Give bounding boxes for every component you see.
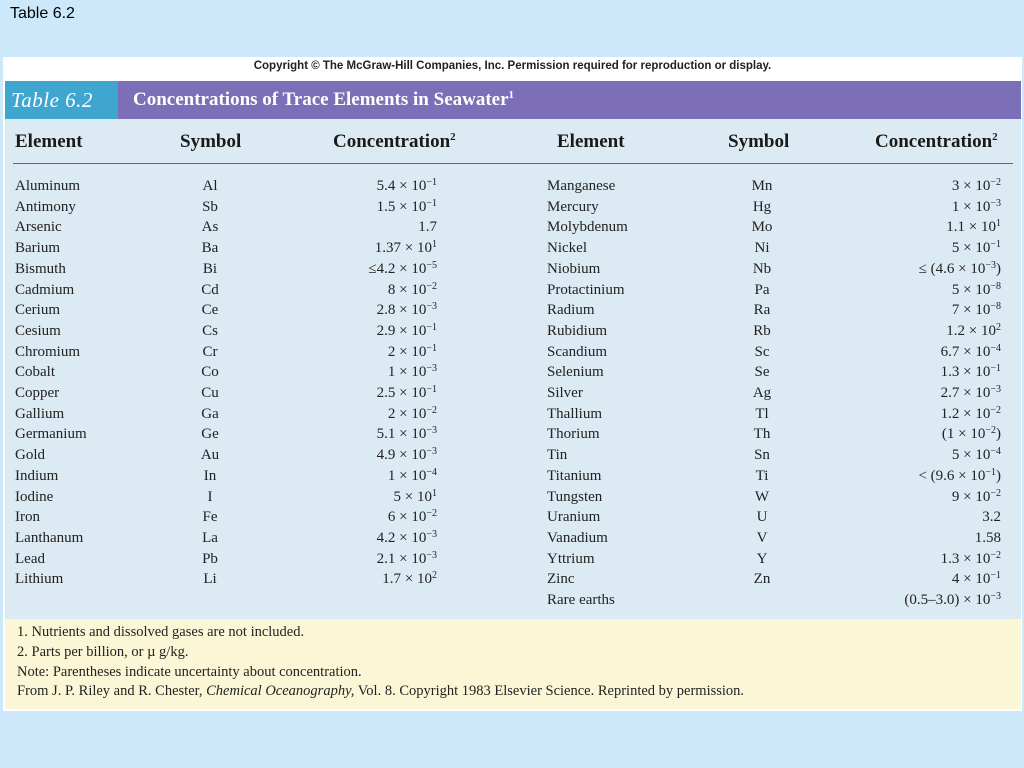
element-symbol: Ra (753, 302, 771, 319)
element-name: Gallium (15, 405, 65, 422)
concentration-exponent: −1 (990, 239, 1001, 251)
element-symbol: Bi (202, 260, 218, 277)
table-footnotes (5, 619, 1021, 709)
concentration-cell (388, 507, 437, 528)
element-name: Tungsten (547, 488, 603, 505)
concentration-exponent: 2 (996, 321, 1001, 333)
concentration-mantissa: 5 × 10 (393, 488, 432, 505)
concentration-mantissa: ≤ (4.6 × 10 (918, 260, 986, 277)
concentration-cell (418, 217, 437, 238)
element-name: Indium (15, 467, 59, 484)
concentration-cell (941, 383, 1001, 404)
element-name: Lithium (15, 571, 64, 588)
concentration-cell (975, 528, 1001, 549)
element-symbol: Sb (202, 198, 218, 215)
concentration-mantissa: 9 × 10 (951, 488, 991, 505)
element-symbol: Ti (755, 467, 769, 484)
element-name: Yttrium (547, 550, 595, 567)
element-symbol: Cr (202, 343, 218, 360)
element-symbol: Li (203, 571, 217, 588)
element-symbol: Ag (752, 385, 772, 401)
footnote-2: 2. Parts per billion, or µ g/kg. (17, 644, 189, 660)
concentration-exponent: −1 (426, 384, 437, 395)
element-symbol: Au (200, 447, 220, 464)
concentration-mantissa: 1.7 × 10 (382, 571, 432, 588)
concentration-mantissa: 4.2 × 10 (376, 529, 427, 546)
element-name: Rubidium (547, 322, 608, 339)
concentration-suffix: ) (996, 260, 1001, 277)
table-banner (5, 81, 1021, 119)
element-name: Barium (15, 240, 60, 257)
concentration-mantissa: 2.8 × 10 (376, 302, 427, 319)
concentration-exponent: −3 (426, 301, 437, 313)
concentration-mantissa: 3.2 (982, 509, 1001, 526)
element-name: Lanthanum (15, 529, 84, 546)
header-element-right: Element (557, 131, 625, 152)
concentration-mantissa: 1 × 10 (387, 364, 427, 381)
element-name: Mercury (547, 198, 599, 215)
concentration-exponent: −3 (990, 591, 1001, 602)
concentration-exponent: −8 (990, 301, 1001, 313)
element-name: Cadmium (15, 281, 75, 298)
concentration-cell (952, 300, 1001, 321)
concentration-mantissa: 5 × 10 (951, 447, 991, 464)
slide-title: Table 6.2 (10, 5, 75, 22)
element-name: Manganese (547, 178, 616, 194)
header-footnote-marker: 2 (992, 131, 998, 143)
concentration-cell (377, 549, 437, 570)
concentration-cell (388, 404, 437, 425)
concentration-mantissa: 8 × 10 (387, 281, 427, 298)
header-symbol-right: Symbol (728, 131, 790, 152)
element-symbol: Y (756, 550, 768, 567)
element-symbol: Se (754, 364, 770, 381)
concentration-cell (382, 569, 437, 590)
concentration-mantissa: 1.1 × 10 (946, 219, 996, 236)
concentration-cell (942, 424, 1001, 445)
element-name: Niobium (547, 260, 601, 277)
element-name: Aluminum (15, 178, 81, 194)
element-symbol: Fe (202, 509, 218, 526)
element-symbol: Al (202, 178, 218, 194)
element-symbol: I (207, 488, 213, 505)
element-symbol: Nb (752, 260, 772, 277)
concentration-mantissa: 2.1 × 10 (376, 550, 427, 567)
concentration-cell (377, 176, 437, 197)
concentration-cell (952, 445, 1001, 466)
element-name: Titanium (547, 467, 602, 484)
concentration-cell (377, 445, 437, 466)
concentration-mantissa: 1.2 × 10 (940, 405, 991, 422)
copyright-notice: Copyright © The McGraw-Hill Companies, Inc. Permission required for reproduction or display. (253, 60, 772, 72)
concentration-exponent: −4 (990, 342, 1001, 354)
concentration-exponent: −2 (426, 404, 437, 416)
concentration-mantissa: 2.7 × 10 (940, 385, 991, 401)
concentration-exponent: −2 (990, 177, 1001, 188)
concentration-exponent: −4 (990, 446, 1001, 458)
element-name: Selenium (547, 364, 604, 381)
concentration-cell (388, 342, 437, 363)
concentration-mantissa: 5 × 10 (951, 240, 991, 257)
concentration-cell (982, 507, 1001, 528)
header-divider (13, 163, 1013, 164)
concentration-cell (941, 342, 1001, 363)
element-symbol: Tl (755, 405, 769, 422)
element-name: Gold (15, 447, 45, 464)
concentration-mantissa: 1.3 × 10 (940, 364, 991, 381)
element-name: Chromium (15, 343, 81, 360)
element-symbol: Co (201, 364, 219, 381)
concentration-exponent: 2 (432, 570, 437, 582)
element-name: Radium (547, 302, 595, 319)
element-symbol: Hg (752, 198, 772, 215)
header-symbol-left: Symbol (180, 131, 242, 152)
concentration-mantissa: 1 × 10 (951, 198, 991, 215)
source-book-title: Chemical Oceanography, (206, 683, 355, 699)
element-name: Cesium (15, 322, 61, 339)
element-symbol: V (756, 529, 768, 546)
element-name: Cerium (15, 302, 60, 319)
concentration-exponent: −1 (985, 466, 996, 478)
header-element-left: Element (15, 131, 83, 152)
concentration-mantissa: 1.37 × 10 (374, 240, 432, 257)
element-symbol: La (202, 529, 218, 546)
concentration-cell (918, 466, 1001, 487)
concentration-cell (394, 487, 437, 508)
element-name: Protactinium (547, 281, 625, 298)
concentration-mantissa: 1 × 10 (387, 467, 427, 484)
element-name: Arsenic (15, 219, 62, 236)
element-symbol: U (756, 509, 768, 526)
concentration-cell (941, 362, 1001, 383)
table-number-label: Table 6.2 (5, 81, 118, 119)
concentration-cell (952, 176, 1001, 197)
concentration-suffix: ) (996, 426, 1001, 443)
concentration-mantissa: 2.9 × 10 (376, 322, 427, 339)
element-name: Germanium (15, 426, 87, 443)
element-symbol: Ge (201, 426, 219, 443)
element-symbol: Ga (201, 405, 219, 422)
concentration-exponent: −1 (426, 321, 437, 333)
concentration-mantissa: (0.5–3.0) × 10 (904, 592, 991, 608)
concentration-mantissa: 3 × 10 (951, 178, 991, 194)
source-text-end: Vol. 8. Copyright 1983 Elsevier Science. Reprinted by permission. (354, 683, 745, 699)
concentration-mantissa: 6 × 10 (387, 509, 427, 526)
concentration-exponent: −8 (990, 280, 1001, 292)
concentration-cell (952, 280, 1001, 301)
element-symbol: As (201, 219, 219, 236)
element-name: Tin (547, 447, 568, 464)
concentration-exponent: −2 (990, 487, 1001, 499)
element-symbol: Ce (201, 302, 219, 319)
element-symbol: W (754, 488, 770, 505)
concentration-exponent: −2 (990, 404, 1001, 416)
element-name: Iodine (15, 488, 54, 505)
element-symbol: Sc (754, 343, 770, 360)
element-symbol: Zn (753, 571, 771, 588)
concentration-mantissa: 1.7 (418, 219, 437, 236)
element-name: Silver (547, 385, 583, 401)
concentration-mantissa: ≤4.2 × 10 (368, 260, 427, 277)
footnote-source (17, 683, 744, 700)
concentration-cell (941, 404, 1001, 425)
element-name: Zinc (547, 571, 575, 588)
concentration-exponent: −5 (426, 259, 437, 271)
concentration-cell (388, 362, 437, 383)
table-title-text: Concentrations of Trace Elements in Seawater (133, 89, 509, 110)
concentration-exponent: −3 (990, 197, 1001, 209)
element-name: Molybdenum (547, 219, 628, 236)
concentration-cell (377, 383, 437, 404)
footnote-note: Note: Parentheses indicate uncertainty about concentration. (17, 664, 362, 680)
concentration-exponent: −2 (426, 508, 437, 520)
table-figure (3, 57, 1022, 711)
concentration-cell (375, 238, 437, 259)
concentration-mantissa: 1.2 × 10 (946, 322, 996, 339)
concentration-exponent: −3 (426, 549, 437, 561)
concentration-exponent: −2 (990, 549, 1001, 561)
concentration-exponent: −1 (990, 570, 1001, 582)
concentration-mantissa: 5 × 10 (951, 281, 991, 298)
element-symbol: Pb (202, 550, 218, 567)
concentration-mantissa: 5.4 × 10 (376, 178, 427, 194)
concentration-exponent: −1 (426, 177, 437, 188)
concentration-cell (368, 259, 437, 280)
concentration-mantissa: 7 × 10 (951, 302, 991, 319)
concentration-exponent: 1 (432, 239, 437, 251)
concentration-exponent: −1 (426, 342, 437, 354)
concentration-cell (377, 424, 437, 445)
concentration-mantissa: 4 × 10 (951, 571, 991, 588)
concentration-mantissa: 1.58 (974, 529, 1001, 546)
concentration-exponent: −3 (426, 528, 437, 540)
data-table (5, 119, 1021, 619)
header-concentration-left (333, 131, 456, 153)
concentration-exponent: −3 (426, 363, 437, 375)
concentration-mantissa: 1.3 × 10 (940, 550, 991, 567)
concentration-exponent: −3 (990, 384, 1001, 395)
concentration-exponent: −2 (426, 280, 437, 292)
element-symbol: Mn (751, 178, 773, 194)
concentration-suffix: ) (996, 467, 1001, 484)
element-name: Thorium (547, 426, 600, 443)
element-symbol: Th (753, 426, 771, 443)
element-symbol: In (203, 467, 217, 484)
concentration-cell (377, 300, 437, 321)
concentration-cell (377, 321, 437, 342)
element-symbol: Cu (201, 385, 219, 401)
element-name: Antimony (15, 198, 76, 215)
element-name: Cobalt (15, 364, 55, 381)
concentration-cell (388, 280, 437, 301)
concentration-cell (377, 528, 437, 549)
concentration-cell (919, 259, 1001, 280)
concentration-cell (952, 569, 1001, 590)
concentration-cell (946, 217, 1001, 238)
header-footnote-marker: 2 (450, 131, 456, 143)
table-title (133, 81, 514, 119)
element-symbol: Mo (751, 219, 773, 236)
element-name: Copper (15, 385, 60, 401)
concentration-cell (388, 466, 437, 487)
footnote-1: 1. Nutrients and dissolved gases are not included. (17, 624, 305, 640)
concentration-exponent: −3 (985, 259, 996, 271)
concentration-exponent: −1 (426, 197, 437, 209)
element-name: Bismuth (15, 260, 66, 277)
header-concentration-text: Concentration (875, 131, 993, 152)
element-name: Vanadium (547, 529, 608, 546)
element-symbol: Cs (202, 322, 218, 339)
element-name: Scandium (547, 343, 607, 360)
element-name: Nickel (547, 240, 587, 257)
source-text: From J. P. Riley and R. Chester, (17, 683, 207, 699)
concentration-exponent: 1 (432, 487, 437, 499)
concentration-cell (941, 549, 1001, 570)
concentration-cell (952, 197, 1001, 218)
concentration-cell (904, 590, 1001, 611)
concentration-mantissa: 1.5 × 10 (376, 198, 427, 215)
element-symbol: Rb (753, 322, 771, 339)
element-name: Iron (15, 509, 40, 526)
concentration-cell (952, 238, 1001, 259)
header-concentration-right (875, 131, 998, 153)
concentration-mantissa: 5.1 × 10 (376, 426, 427, 443)
element-name: Lead (15, 550, 45, 567)
concentration-exponent: −3 (426, 446, 437, 458)
concentration-mantissa: < (9.6 × 10 (918, 467, 986, 484)
element-name: Uranium (547, 509, 601, 526)
concentration-cell (946, 321, 1001, 342)
concentration-exponent: −1 (990, 363, 1001, 375)
concentration-mantissa: 4.9 × 10 (376, 447, 427, 464)
concentration-exponent: −3 (426, 425, 437, 437)
concentration-mantissa: 2.5 × 10 (376, 385, 427, 401)
element-name: Rare earths (547, 592, 615, 608)
element-symbol (747, 590, 777, 611)
element-name: Thallium (547, 405, 602, 422)
concentration-mantissa: (1 × 10 (941, 426, 986, 443)
title-footnote-marker: 1 (508, 89, 515, 101)
concentration-exponent: −2 (985, 425, 996, 437)
concentration-mantissa: 6.7 × 10 (940, 343, 991, 360)
concentration-mantissa: 2 × 10 (387, 343, 427, 360)
concentration-mantissa: 2 × 10 (387, 405, 427, 422)
element-symbol: Pa (754, 281, 770, 298)
element-symbol: Cd (201, 281, 219, 298)
element-symbol: Ba (201, 240, 219, 257)
element-symbol: Sn (754, 447, 770, 464)
header-concentration-text: Concentration (333, 131, 451, 152)
concentration-exponent: 1 (996, 218, 1001, 230)
concentration-exponent: −4 (426, 466, 437, 478)
element-symbol: Ni (754, 240, 770, 257)
concentration-cell (952, 487, 1001, 508)
concentration-cell (377, 197, 437, 218)
